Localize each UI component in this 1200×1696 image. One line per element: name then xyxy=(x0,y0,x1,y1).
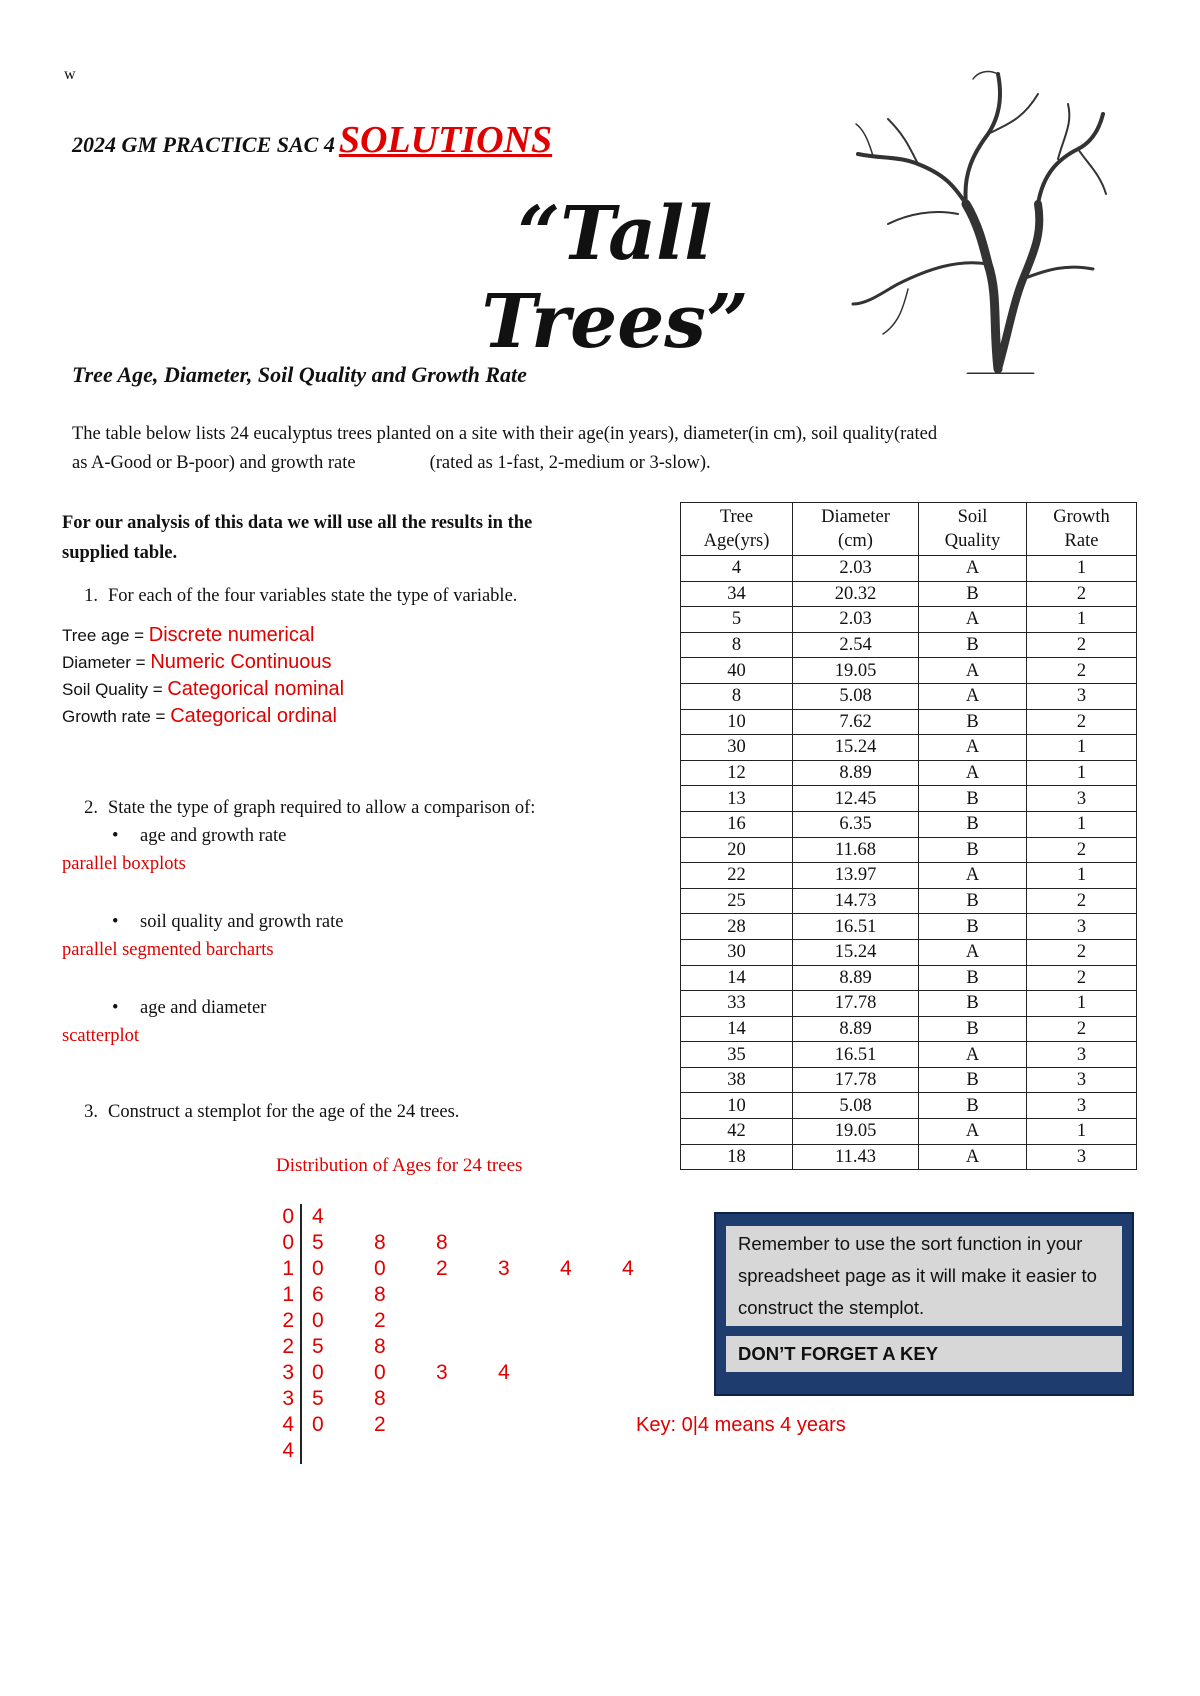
question-2-bullet xyxy=(112,822,662,850)
table-cell: 28 xyxy=(681,914,793,940)
reminder-note xyxy=(714,1212,1134,1396)
leaf-value: 0 xyxy=(312,1257,324,1280)
table-cell: 11.43 xyxy=(793,1144,919,1170)
header-soil-quality: Soil Quality xyxy=(919,503,1027,556)
table-row xyxy=(681,760,1137,786)
table-cell: 2 xyxy=(1027,632,1137,658)
question-3-text: Construct a stemplot for the age of the 24 trees. xyxy=(108,1102,460,1122)
table-cell: B xyxy=(919,888,1027,914)
table-cell: 7.62 xyxy=(793,709,919,735)
table-cell: 2 xyxy=(1027,581,1137,607)
table-row xyxy=(681,1016,1137,1042)
table-cell: 3 xyxy=(1027,1067,1137,1093)
table-cell: A xyxy=(919,760,1027,786)
table-cell: A xyxy=(919,556,1027,582)
table-cell: B xyxy=(919,914,1027,940)
table-cell: 11.68 xyxy=(793,837,919,863)
table-row xyxy=(681,607,1137,633)
header-tree-age: Tree Age(yrs) xyxy=(681,503,793,556)
leaf-value: 5 xyxy=(312,1335,324,1358)
table-cell: 5 xyxy=(681,607,793,633)
leaf-value: 8 xyxy=(374,1335,386,1358)
leaf-value: 2 xyxy=(436,1257,448,1280)
leaf-value: 8 xyxy=(374,1283,386,1306)
bullet-text: age and diameter xyxy=(140,998,267,1018)
answer-label: Growth rate = xyxy=(62,707,171,726)
question-1-text: For each of the four variables state the type of variable. xyxy=(108,586,518,606)
key-warning: DON’T FORGET A KEY xyxy=(726,1336,1122,1372)
answer-value: Categorical ordinal xyxy=(170,705,337,727)
sac-title: 2024 GM PRACTICE SAC 4 xyxy=(72,132,335,157)
stem-value: 3 xyxy=(276,1386,302,1412)
leaf-value: 5 xyxy=(312,1387,324,1410)
table-cell: 15.24 xyxy=(793,735,919,761)
leaf-value: 4 xyxy=(560,1257,572,1280)
stemplot-row xyxy=(276,1438,674,1464)
table-cell: 2 xyxy=(1027,965,1137,991)
answer-row xyxy=(62,622,662,649)
question-2-text: State the type of graph required to allow a comparison of: xyxy=(108,798,536,818)
table-cell: 30 xyxy=(681,735,793,761)
table-cell: 8 xyxy=(681,683,793,709)
table-cell: 16.51 xyxy=(793,914,919,940)
analysis-line-2: supplied table. xyxy=(62,543,178,563)
stemplot-row xyxy=(276,1308,674,1334)
stem-value: 3 xyxy=(276,1360,302,1386)
table-cell: B xyxy=(919,991,1027,1017)
leaf-value: 0 xyxy=(312,1309,324,1332)
table-row xyxy=(681,632,1137,658)
table-body xyxy=(681,556,1137,1170)
page-title: “Tall Trees” xyxy=(481,191,749,365)
table-cell: 8.89 xyxy=(793,965,919,991)
table-row xyxy=(681,1067,1137,1093)
table-cell: A xyxy=(919,939,1027,965)
table-cell: A xyxy=(919,1144,1027,1170)
reminder-text: Remember to use the sort function in your spreadsheet page as it will make it easier to construct the stemplot. xyxy=(726,1226,1122,1326)
table-row xyxy=(681,965,1137,991)
analysis-note xyxy=(62,508,662,568)
table-cell: 12.45 xyxy=(793,786,919,812)
table-cell: 38 xyxy=(681,1067,793,1093)
table-cell: 8 xyxy=(681,632,793,658)
table-cell: 6.35 xyxy=(793,811,919,837)
intro-paragraph xyxy=(72,420,1142,478)
table-row xyxy=(681,991,1137,1017)
table-cell: 1 xyxy=(1027,991,1137,1017)
leaf-value: 2 xyxy=(374,1413,386,1436)
stemplot-row xyxy=(276,1334,674,1360)
table-cell: 3 xyxy=(1027,1093,1137,1119)
table-cell: A xyxy=(919,658,1027,684)
question-2-answer: parallel boxplots xyxy=(62,854,186,874)
table-row xyxy=(681,658,1137,684)
table-cell: 19.05 xyxy=(793,658,919,684)
table-cell: 4 xyxy=(681,556,793,582)
table-cell: 42 xyxy=(681,1119,793,1145)
table-cell: 5.08 xyxy=(793,1093,919,1119)
leaf-value: 4 xyxy=(622,1257,634,1280)
table-row xyxy=(681,939,1137,965)
question-2 xyxy=(62,794,662,822)
question-1-number: 1. xyxy=(84,586,98,606)
table-cell: 12 xyxy=(681,760,793,786)
table-row xyxy=(681,837,1137,863)
question-2-answer: parallel segmented barcharts xyxy=(62,940,274,960)
answer-value: Discrete numerical xyxy=(148,624,315,646)
leaf-value: 4 xyxy=(498,1361,510,1384)
table-cell: 10 xyxy=(681,709,793,735)
table-cell: 30 xyxy=(681,939,793,965)
stemplot-key: Key: 0|4 means 4 years xyxy=(636,1414,846,1436)
stemplot-row xyxy=(276,1412,674,1438)
intro-line-1: The table below lists 24 eucalyptus trees planted on a site with their age(in years), diameter(in cm), soil quality(rated xyxy=(72,424,938,444)
table-cell: 8.89 xyxy=(793,1016,919,1042)
answer-value: Categorical nominal xyxy=(167,678,345,700)
table-cell: 3 xyxy=(1027,786,1137,812)
stem-value: 1 xyxy=(276,1256,302,1282)
table-cell: 33 xyxy=(681,991,793,1017)
bullet-text: soil quality and growth rate xyxy=(140,912,344,932)
leaf-value: 0 xyxy=(374,1361,386,1384)
table-cell: 1 xyxy=(1027,1119,1137,1145)
table-row xyxy=(681,1144,1137,1170)
leaf-value: 0 xyxy=(312,1413,324,1436)
corner-mark: w xyxy=(64,66,76,83)
table-cell: 16.51 xyxy=(793,1042,919,1068)
table-header-row xyxy=(681,503,1137,556)
table-row xyxy=(681,811,1137,837)
stem-value: 4 xyxy=(276,1438,302,1464)
table-cell: 2 xyxy=(1027,709,1137,735)
stemplot-row xyxy=(276,1360,674,1386)
table-row xyxy=(681,1119,1137,1145)
answer-label: Diameter = xyxy=(62,653,151,672)
table-cell: 40 xyxy=(681,658,793,684)
table-cell: 13.97 xyxy=(793,863,919,889)
table-cell: B xyxy=(919,632,1027,658)
stem-value: 2 xyxy=(276,1308,302,1334)
table-row xyxy=(681,581,1137,607)
bullet-dot: • xyxy=(112,998,119,1018)
table-row xyxy=(681,556,1137,582)
table-cell: 2 xyxy=(1027,939,1137,965)
bullet-dot: • xyxy=(112,826,119,846)
table-cell: 13 xyxy=(681,786,793,812)
table-cell: 10 xyxy=(681,1093,793,1119)
table-cell: A xyxy=(919,1119,1027,1145)
table-row xyxy=(681,683,1137,709)
table-cell: 14.73 xyxy=(793,888,919,914)
stem-value: 0 xyxy=(276,1230,302,1256)
answer-row xyxy=(62,676,662,703)
table-cell: B xyxy=(919,709,1027,735)
answer-label: Tree age = xyxy=(62,626,149,645)
question-1 xyxy=(62,582,662,610)
table-cell: 22 xyxy=(681,863,793,889)
table-cell: 19.05 xyxy=(793,1119,919,1145)
table-cell: B xyxy=(919,1067,1027,1093)
table-cell: 18 xyxy=(681,1144,793,1170)
table-cell: 35 xyxy=(681,1042,793,1068)
bullet-dot: • xyxy=(112,912,119,932)
stem-value: 1 xyxy=(276,1282,302,1308)
table-cell: 2.03 xyxy=(793,607,919,633)
table-cell: 2 xyxy=(1027,1016,1137,1042)
answer-value: Numeric Continuous xyxy=(150,651,332,673)
table-cell: 2.03 xyxy=(793,556,919,582)
tree-illustration xyxy=(848,64,1108,374)
table-row xyxy=(681,735,1137,761)
sac-heading xyxy=(72,118,552,162)
stem-value: 4 xyxy=(276,1412,302,1438)
question-2-bullet xyxy=(112,994,662,1022)
table-cell: 3 xyxy=(1027,1144,1137,1170)
table-row xyxy=(681,863,1137,889)
table-row xyxy=(681,914,1137,940)
table-cell: B xyxy=(919,811,1027,837)
question-1-answers xyxy=(62,622,662,730)
table-cell: 8.89 xyxy=(793,760,919,786)
intro-line-2: as A-Good or B-poor) and growth rate (rated as 1-fast, 2-medium or 3-slow). xyxy=(72,453,711,473)
leaf-value: 8 xyxy=(374,1231,386,1254)
stemplot-row xyxy=(276,1256,674,1282)
table-row xyxy=(681,786,1137,812)
table-cell: B xyxy=(919,581,1027,607)
leaf-value: 8 xyxy=(374,1387,386,1410)
stemplot-row xyxy=(276,1204,674,1230)
table-cell: 2 xyxy=(1027,888,1137,914)
leaf-value: 8 xyxy=(436,1231,448,1254)
page-subtitle: Tree Age, Diameter, Soil Quality and Growth Rate xyxy=(72,362,527,387)
table-cell: 2.54 xyxy=(793,632,919,658)
table-cell: 1 xyxy=(1027,811,1137,837)
table-cell: 1 xyxy=(1027,760,1137,786)
stemplot-row xyxy=(276,1386,674,1412)
table-cell: 34 xyxy=(681,581,793,607)
leaf-value: 0 xyxy=(374,1257,386,1280)
table-cell: 3 xyxy=(1027,683,1137,709)
table-cell: 17.78 xyxy=(793,991,919,1017)
table-cell: 2 xyxy=(1027,658,1137,684)
question-3-number: 3. xyxy=(84,1102,98,1122)
table-cell: 2 xyxy=(1027,837,1137,863)
question-2-bullet xyxy=(112,908,662,936)
table-cell: 3 xyxy=(1027,914,1137,940)
table-cell: 1 xyxy=(1027,863,1137,889)
leaf-value: 4 xyxy=(312,1205,324,1228)
table-cell: B xyxy=(919,837,1027,863)
table-cell: 20.32 xyxy=(793,581,919,607)
header-diameter: Diameter (cm) xyxy=(793,503,919,556)
table-cell: 5.08 xyxy=(793,683,919,709)
table-row xyxy=(681,709,1137,735)
stemplot-row xyxy=(276,1282,674,1308)
table-cell: A xyxy=(919,863,1027,889)
table-cell: A xyxy=(919,1042,1027,1068)
leaf-value: 2 xyxy=(374,1309,386,1332)
answer-row xyxy=(62,649,662,676)
leaf-value: 6 xyxy=(312,1283,324,1306)
table-cell: 17.78 xyxy=(793,1067,919,1093)
table-cell: 14 xyxy=(681,965,793,991)
table-cell: 25 xyxy=(681,888,793,914)
stem-value: 2 xyxy=(276,1334,302,1360)
leaf-value: 0 xyxy=(312,1361,324,1384)
table-cell: 15.24 xyxy=(793,939,919,965)
stemplot-row xyxy=(276,1230,674,1256)
bullet-text: age and growth rate xyxy=(140,826,287,846)
table-cell: B xyxy=(919,1016,1027,1042)
table-cell: 1 xyxy=(1027,556,1137,582)
table-cell: A xyxy=(919,607,1027,633)
header-growth-rate: Growth Rate xyxy=(1027,503,1137,556)
table-row xyxy=(681,1042,1137,1068)
table-cell: A xyxy=(919,683,1027,709)
leaf-value: 5 xyxy=(312,1231,324,1254)
tree-data-table xyxy=(680,502,1137,1170)
table-cell: 16 xyxy=(681,811,793,837)
analysis-line-1: For our analysis of this data we will use all the results in the xyxy=(62,513,533,533)
stemplot-title: Distribution of Ages for 24 trees xyxy=(276,1155,523,1176)
table-cell: 1 xyxy=(1027,735,1137,761)
table-cell: A xyxy=(919,735,1027,761)
table-cell: B xyxy=(919,786,1027,812)
table-cell: 14 xyxy=(681,1016,793,1042)
answer-label: Soil Quality = xyxy=(62,680,168,699)
table-cell: 20 xyxy=(681,837,793,863)
table-cell: B xyxy=(919,1093,1027,1119)
questions-column xyxy=(62,508,662,1126)
question-2-answer: scatterplot xyxy=(62,1026,140,1046)
table-row xyxy=(681,888,1137,914)
table-row xyxy=(681,1093,1137,1119)
solutions-label: SOLUTIONS xyxy=(338,119,553,161)
leaf-value: 3 xyxy=(498,1257,510,1280)
answer-row xyxy=(62,703,662,730)
question-3 xyxy=(62,1098,662,1126)
table-cell: 1 xyxy=(1027,607,1137,633)
leaf-value: 3 xyxy=(436,1361,448,1384)
stemplot xyxy=(276,1204,674,1464)
table-cell: 3 xyxy=(1027,1042,1137,1068)
stem-value: 0 xyxy=(276,1204,302,1230)
question-2-number: 2. xyxy=(84,798,98,818)
table-cell: B xyxy=(919,965,1027,991)
